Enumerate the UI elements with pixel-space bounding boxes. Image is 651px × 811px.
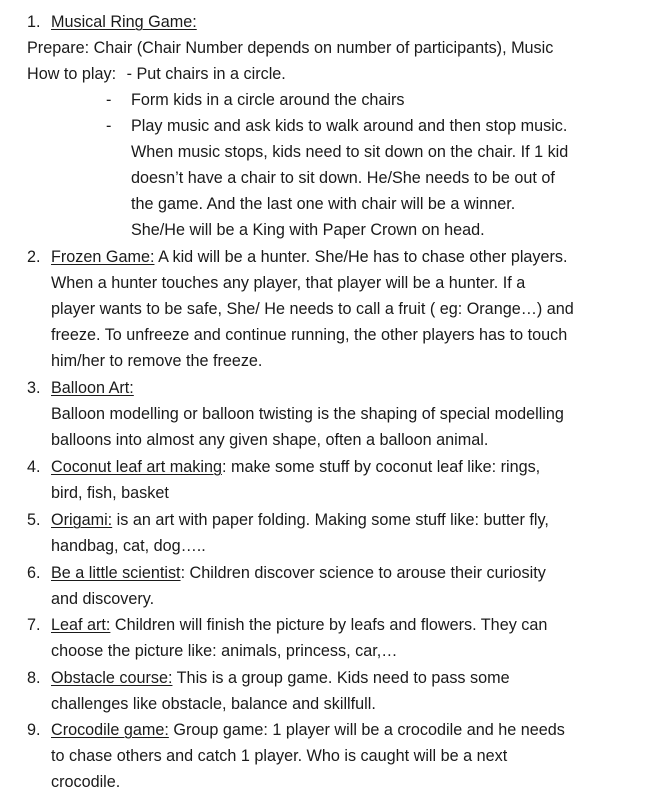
text-line: freeze. To unfreeze and continue running, the other players has to touch: [51, 326, 568, 344]
item-title: Origami:: [51, 511, 113, 529]
item-number: 7.: [27, 616, 41, 634]
text-line: crocodile.: [51, 773, 121, 791]
text-line: to chase others and catch 1 player. Who is caught will be a next: [51, 747, 508, 765]
item-number: 1.: [27, 13, 41, 31]
text-line: Balloon modelling or balloon twisting is the shaping of special modelling: [51, 405, 564, 423]
item-number: 2.: [27, 248, 41, 266]
item-title: Coconut leaf art making: [51, 458, 222, 476]
bullet-dash: -: [126, 65, 132, 83]
step-text: Put chairs in a circle.: [136, 65, 286, 83]
text-line: When music stops, kids need to sit down on the chair. If 1 kid: [131, 143, 569, 161]
text-line: him/her to remove the freeze.: [51, 352, 263, 370]
item-title: Musical Ring Game:: [51, 13, 197, 31]
item-number: 3.: [27, 379, 41, 397]
item-title: Crocodile game:: [51, 721, 169, 739]
item-text: is an art with paper folding. Making some stuff like: butter fly,: [112, 511, 549, 529]
step-text: Play music and ask kids to walk around and then stop music.: [131, 117, 568, 135]
prepare-label: Prepare:: [27, 39, 90, 57]
item-text: Children will finish the picture by leafs and flowers. They can: [110, 616, 548, 634]
text-line: and discovery.: [51, 590, 155, 608]
prepare-text: Chair (Chair Number depends on number of participants), Music: [93, 39, 554, 57]
howto-label: How to play:: [27, 65, 117, 83]
item-number: 4.: [27, 458, 41, 476]
item-text: A kid will be a hunter. She/He has to chase other players.: [158, 248, 568, 266]
text-line: doesn’t have a chair to sit down. He/She needs to be out of: [131, 169, 555, 187]
item-number: 5.: [27, 511, 41, 529]
item-number: 6.: [27, 564, 41, 582]
item-title: Frozen Game:: [51, 248, 155, 266]
item-title: Be a little scientist: [51, 564, 181, 582]
item-text: This is a group game. Kids need to pass some: [172, 669, 510, 687]
step-text: Form kids in a circle around the chairs: [131, 91, 405, 109]
item-text: Group game: 1 player will be a crocodile and he needs: [168, 721, 565, 739]
text-line: challenges like obstacle, balance and skillfull.: [51, 695, 376, 713]
item-1-howto: [27, 61, 286, 87]
bullet-dash: -: [106, 117, 112, 135]
item-title: Balloon Art:: [51, 379, 134, 397]
item-1-prepare: [27, 35, 553, 61]
text-line: balloons into almost any given shape, often a balloon animal.: [51, 431, 489, 449]
text-line: handbag, cat, dog…..: [51, 537, 206, 555]
item-title: Obstacle course:: [51, 669, 173, 687]
item-title: Leaf art:: [51, 616, 111, 634]
item-number: 9.: [27, 721, 41, 739]
item-text: : make some stuff by coconut leaf like: rings,: [221, 458, 541, 476]
text-line: the game. And the last one with chair will be a winner.: [131, 195, 516, 213]
item-number: 8.: [27, 669, 41, 687]
text-line: player wants to be safe, She/ He needs to call a fruit ( eg: Orange…) and: [51, 300, 574, 318]
item-text: : Children discover science to arouse their curiosity: [180, 564, 546, 582]
text-line: bird, fish, basket: [51, 484, 169, 502]
text-line: choose the picture like: animals, princess, car,…: [51, 642, 398, 660]
text-line: When a hunter touches any player, that player will be a hunter. If a: [51, 274, 526, 292]
bullet-dash: -: [106, 91, 112, 109]
text-line: She/He will be a King with Paper Crown on head.: [131, 221, 485, 239]
